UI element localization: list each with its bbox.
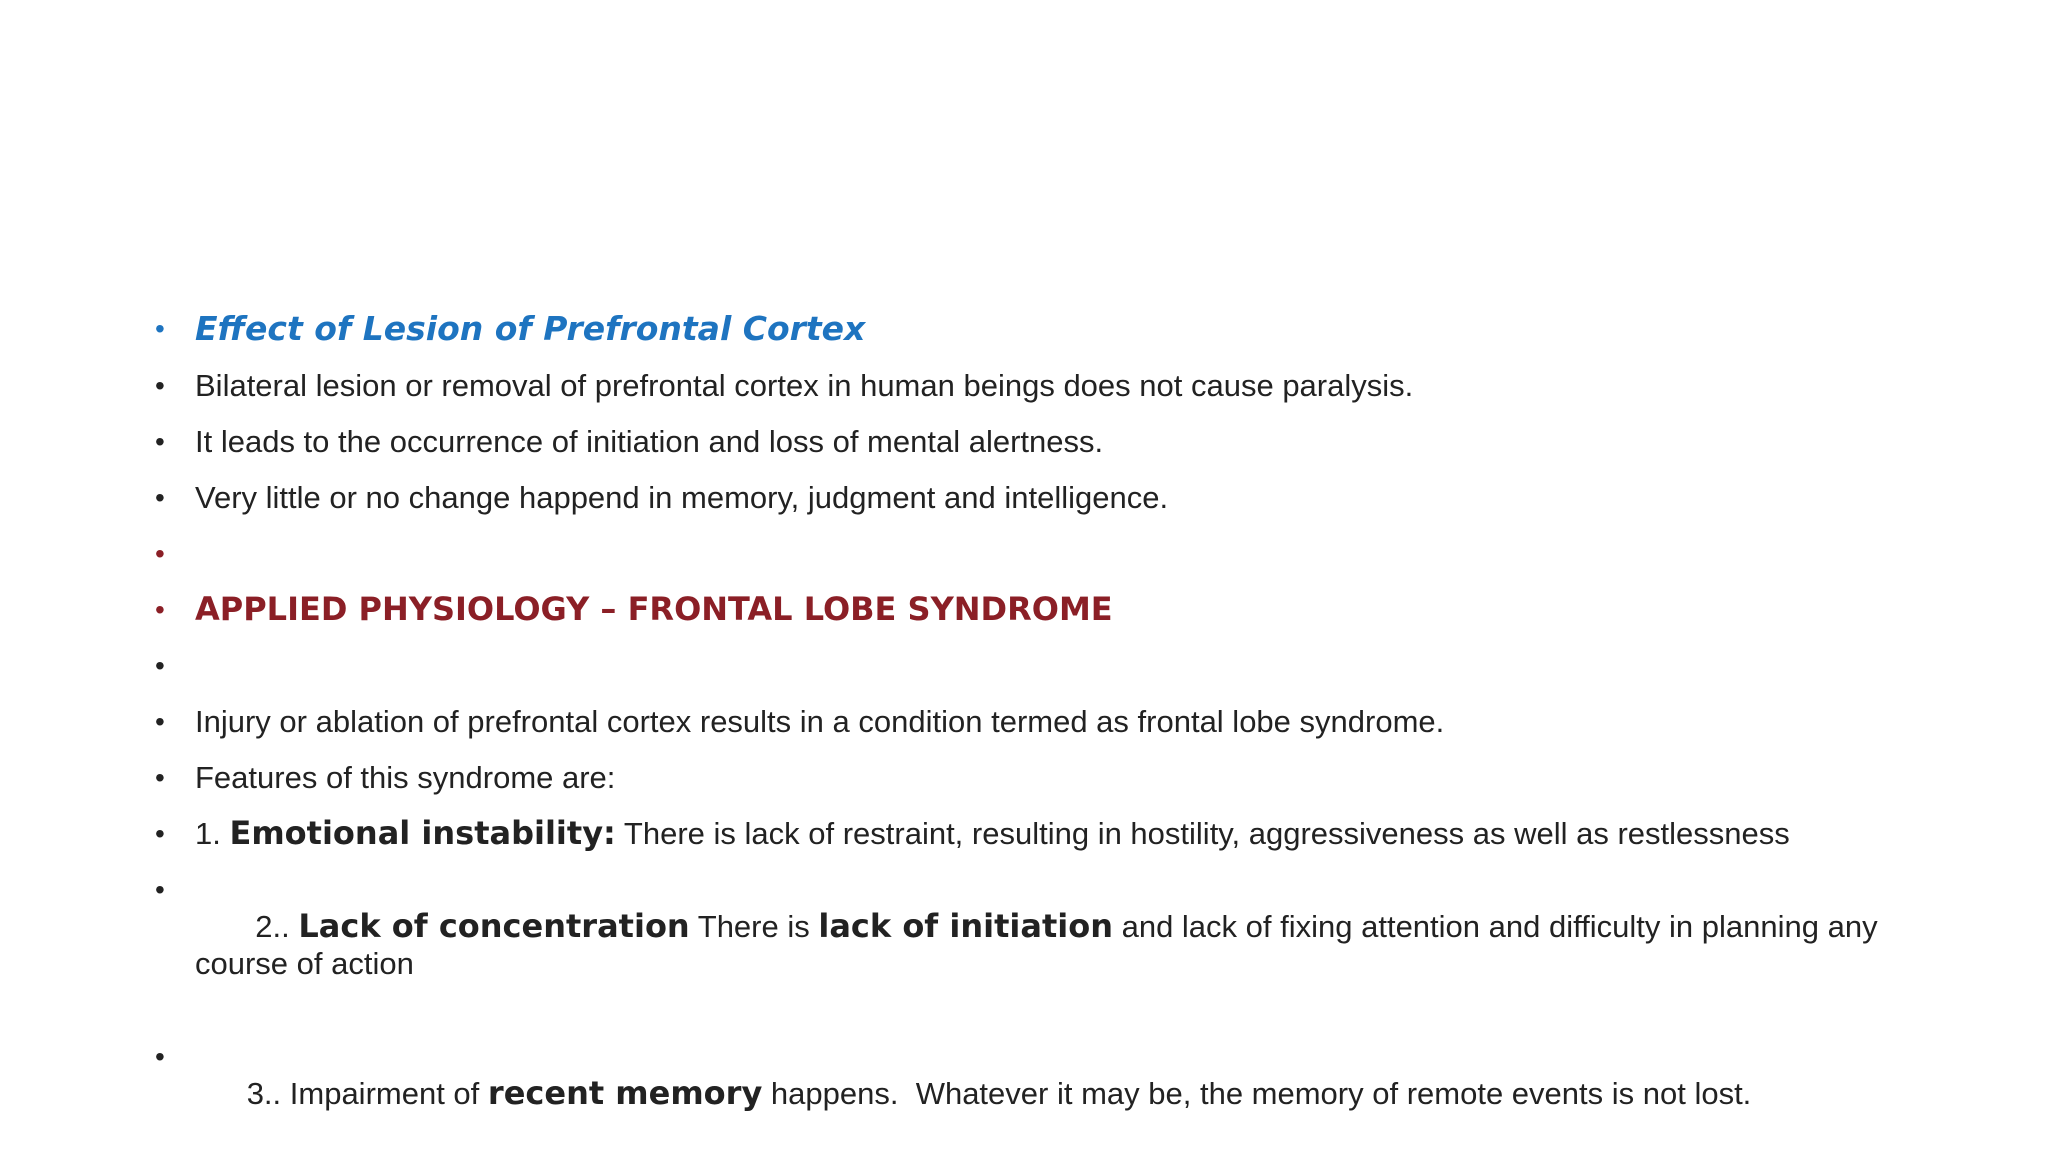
- list-item: [155, 703, 1955, 740]
- bullet-icon: •: [155, 706, 165, 737]
- bullet-icon: •: [155, 426, 165, 457]
- bullet-icon: •: [155, 874, 165, 905]
- point-text: Very little or no change happend in memory, judgment and intelligence.: [195, 480, 1169, 515]
- features-intro: Features of this syndrome are:: [195, 760, 616, 795]
- feature-text: There is lack of restraint, resulting in hostility, aggressiveness as well as restlessness: [615, 816, 1790, 851]
- feature-prefix: 3.. Impairment of: [246, 1076, 488, 1111]
- bullet-icon: •: [155, 818, 165, 849]
- feature-mid-text: There is: [689, 909, 819, 944]
- bullet-icon: •: [155, 594, 165, 625]
- feature-prefix: 2..: [246, 909, 299, 944]
- bullet-icon: •: [155, 1041, 165, 1072]
- bullet-icon: •: [155, 482, 165, 513]
- slide-content: [155, 310, 1955, 1168]
- feature-text: happens. Whatever it may be, the memory of remote events is not lost.: [762, 1076, 1752, 1111]
- empty-list-item: [155, 647, 1955, 684]
- bullet-icon: •: [155, 650, 165, 681]
- section-title: APPLIED PHYSIOLOGY – FRONTAL LOBE SYNDROME: [195, 590, 1113, 628]
- list-item: [155, 367, 1955, 404]
- bullet-icon: •: [155, 370, 165, 401]
- heading-item: [155, 310, 1955, 348]
- feature-item-2: [155, 871, 1955, 1019]
- feature-bold-term: Emotional instability:: [229, 814, 616, 852]
- syndrome-intro: Injury or ablation of prefrontal cortex results in a condition termed as frontal lobe syndrome.: [195, 704, 1445, 739]
- section-title-item: [155, 591, 1955, 628]
- feature-item-1: [155, 815, 1955, 852]
- list-item: [155, 479, 1955, 516]
- feature-bold-term: recent memory: [487, 1074, 763, 1112]
- bullet-icon: •: [155, 313, 165, 344]
- feature-item-3: [155, 1038, 1955, 1149]
- bullet-icon: •: [155, 762, 165, 793]
- list-item: [155, 759, 1955, 796]
- feature-bold-term: Lack of concentration: [298, 907, 690, 945]
- list-item: [155, 423, 1955, 460]
- point-text: It leads to the occurrence of initiation and loss of mental alertness.: [195, 424, 1104, 459]
- bullet-icon: •: [155, 538, 165, 569]
- feature-text: and lack of fixing attention and difficulty in planning any course of action: [195, 909, 1887, 981]
- feature-prefix: 1.: [195, 816, 230, 851]
- empty-list-item: [155, 535, 1955, 572]
- feature-bold-term-2: lack of initiation: [818, 907, 1113, 945]
- slide-heading: Effect of Lesion of Prefrontal Cortex: [195, 309, 866, 348]
- point-text: Bilateral lesion or removal of prefrontal cortex in human beings does not cause paralysis.: [195, 368, 1414, 403]
